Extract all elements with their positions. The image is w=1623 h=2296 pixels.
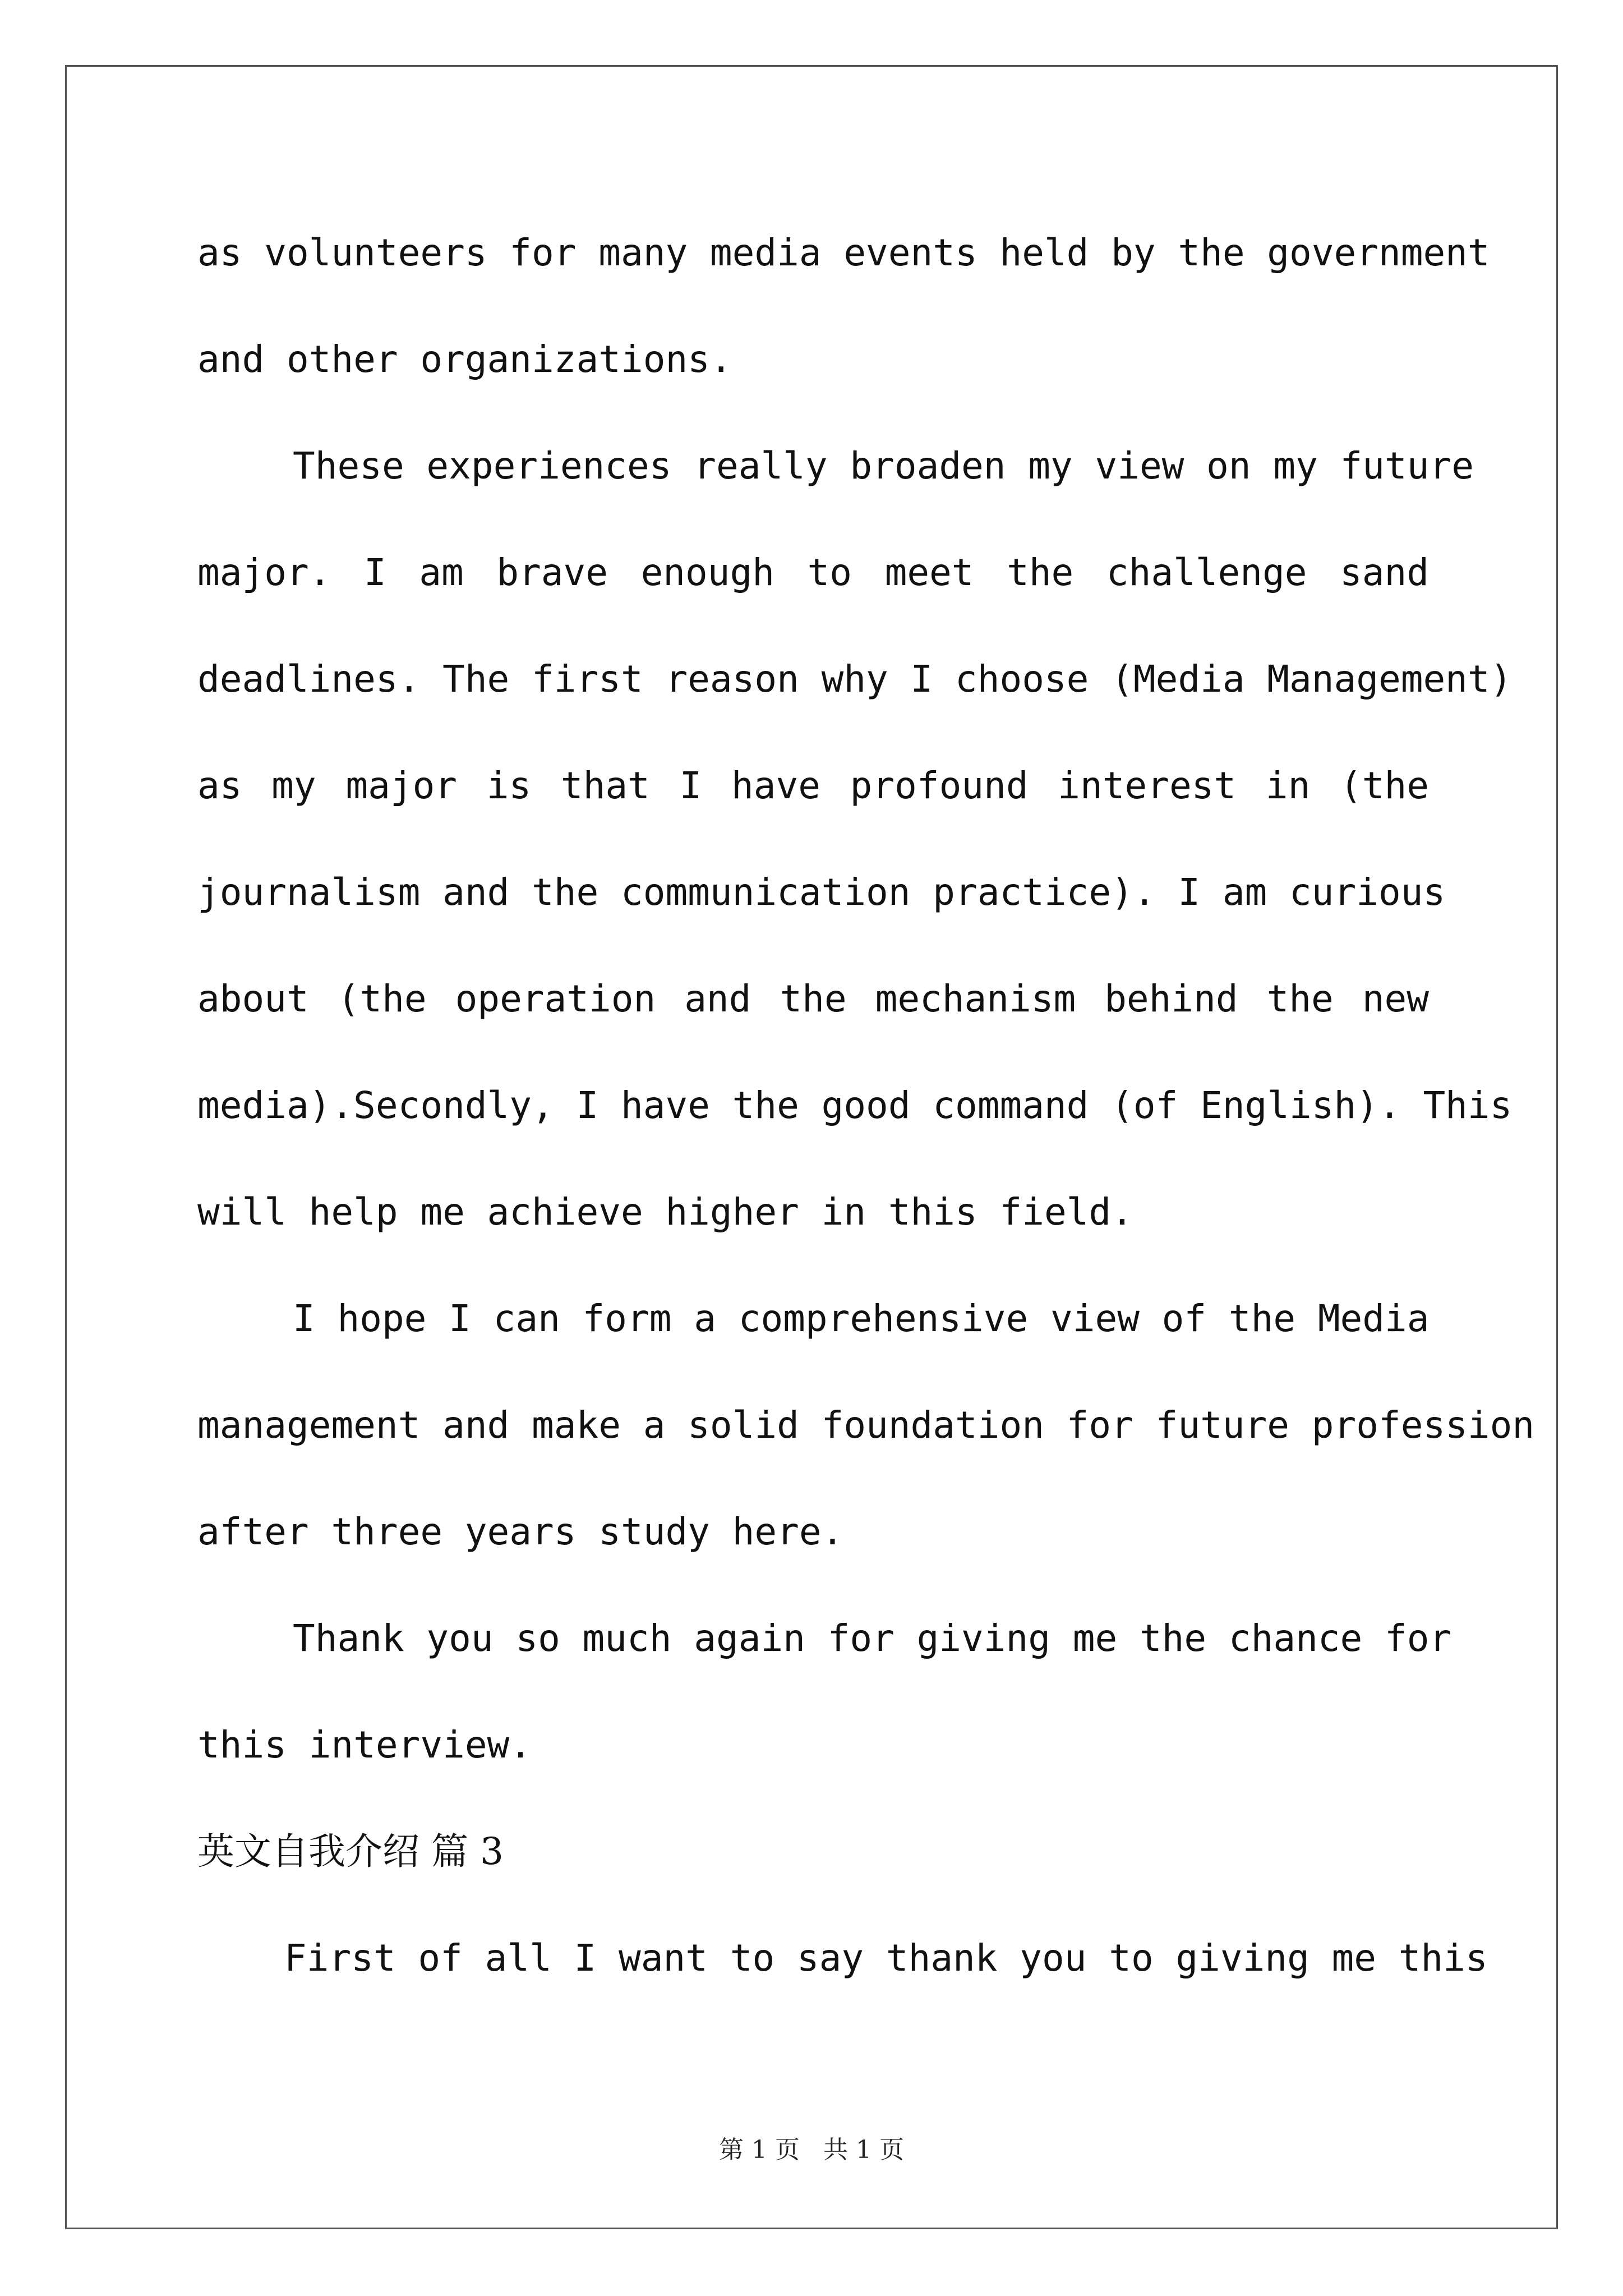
text-line: deadlines. The first reason why I choose (Media Management) <box>197 657 1513 701</box>
text-line: journalism and the communication practice). I am curious <box>197 871 1446 914</box>
text-line: this interview. <box>197 1723 532 1766</box>
section-heading: 英文自我介绍 篇 3 <box>197 1830 504 1873</box>
text-line: after three years study here. <box>197 1510 844 1553</box>
page-number-footer: 第 1 页 共 1 页 <box>719 2136 904 2164</box>
document-body <box>197 217 1535 2028</box>
text-line: major. I am brave enough to meet the challenge sand <box>197 551 1429 594</box>
text-line: as volunteers for many media events held by the government <box>197 231 1490 274</box>
paragraph-start-line: Thank you so much again for giving me the chance for <box>293 1617 1452 1660</box>
paragraph-start-line: These experiences really broaden my view on my future <box>293 444 1474 487</box>
text-line: and other organizations. <box>197 338 732 381</box>
paragraph-start-line: First of all I want to say thank you to giving me this <box>284 1936 1488 1980</box>
text-line: will help me achieve higher in this field. <box>197 1190 1133 1234</box>
text-line: about (the operation and the mechanism behind the new <box>197 977 1429 1020</box>
paragraph-start-line: I hope I can form a comprehensive view of the Media <box>293 1297 1430 1340</box>
text-line: as my major is that I have profound interest in (the <box>197 764 1429 807</box>
text-line: management and make a solid foundation for future profession <box>197 1404 1535 1447</box>
text-line: media).Secondly, I have the good command (of English). This <box>197 1084 1513 1127</box>
